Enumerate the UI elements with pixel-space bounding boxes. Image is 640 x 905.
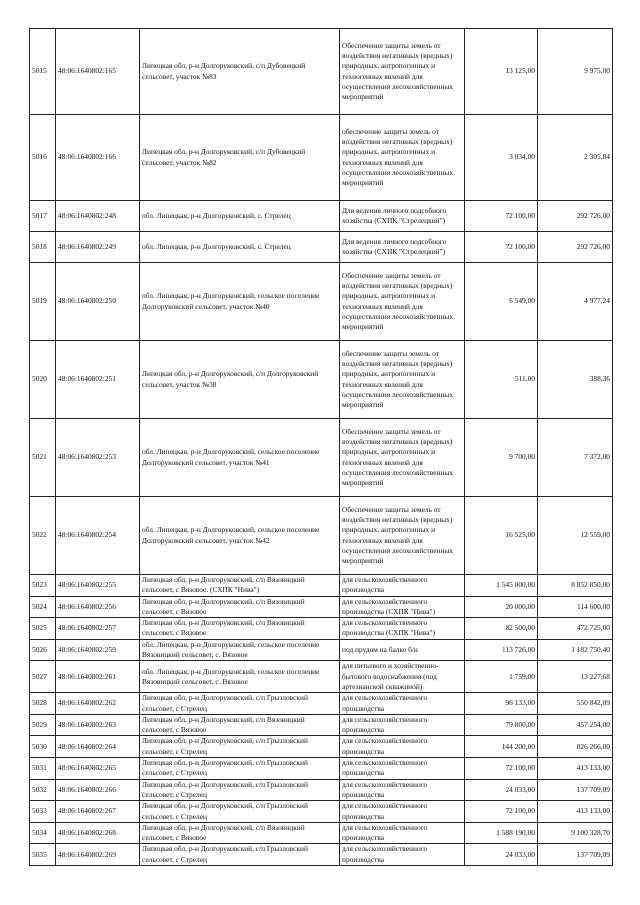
table-row [30,201,613,232]
cadastral-value: 292 726,00 [538,201,613,232]
plot-address: Липецкая обл, р-н Долгоруковский, с/п Долгоруковский сельсовет, участок №38 [140,341,340,419]
plot-area: 113 726,00 [465,639,538,661]
row-number: 5028 [30,693,56,715]
cadastral-value: 413 133,00 [538,758,613,780]
land-plot-register-table [29,28,613,866]
permitted-use: Обеспечение защиты земель от воздействия негативных (вредных) природных, антропогенных и техногенных явлений для осуществления лесохозяйственных мероприятий [340,29,465,115]
plot-address: Липецкая обл, р-н Долгоруковский, с/п Вязовицкий сельсовет, с Вязовое [140,822,340,844]
plot-address: обл. Липецкая, р-н Долгоруковский, сельское поселение Долгоруковский сельсовет, участок №41 [140,419,340,497]
cadastral-value: 413 133,00 [538,801,613,823]
cadastral-number: 48:06:1640802:251 [56,341,140,419]
table-row [30,801,613,823]
table-row [30,693,613,715]
plot-address: Липецкая обл, р-н Долгоруковский, с/п Грызловский сельсовет, с Стрелец [140,736,340,758]
row-number: 5030 [30,736,56,758]
cadastral-number: 48:06:1640802:262 [56,693,140,715]
row-number: 5029 [30,714,56,736]
cadastral-value: 4 977,24 [538,263,613,341]
cadastral-number: 48:06:1640802:268 [56,822,140,844]
table-row [30,758,613,780]
cadastral-value: 292 726,00 [538,232,613,263]
row-number: 5020 [30,341,56,419]
row-number: 5027 [30,661,56,693]
plot-area: 511,00 [465,341,538,419]
plot-address: Липецкая обл, р-н Долгоруковский, с/п Грызловский сельсовет, с Стрелец [140,801,340,823]
permitted-use: для сельскохозяйственного производства [340,779,465,801]
plot-address: обл. Липецкая, р-н Долгоруковский, с. Стрелец [140,232,340,263]
plot-address: Липецкая обл, р-н Долгоруковский, с/п Грызловский сельсовет, с Стрелец [140,693,340,715]
cadastral-number: 48:06:1640802:269 [56,844,140,866]
plot-area: 24 033,00 [465,779,538,801]
row-number: 5033 [30,801,56,823]
plot-address: обл. Липецкая, р-н Долгоруковский, сельское поселение Вязовицкий сельсовет, с. Вязовое [140,639,340,661]
row-number: 5023 [30,575,56,597]
cadastral-number: 48:06:1640802:250 [56,263,140,341]
plot-address: Липецкая обл, р-н Долгоруковский, с/п Грызловский сельсовет, с Стрелец [140,758,340,780]
plot-area: 72 100,00 [465,232,538,263]
plot-address: Липецкая обл, р-н Долгоруковский, с/п Дубовецкий сельсовет, участок №83 [140,29,340,115]
permitted-use: Обеспечение защиты земель от воздействия негативных (вредных) природных, антропогенных и техногенных явлений для осуществления лесохозяйственных мероприятий [340,497,465,575]
plot-area: 6 549,00 [465,263,538,341]
cadastral-value: 2 305,84 [538,115,613,201]
row-number: 5025 [30,618,56,640]
plot-area: 20 000,00 [465,596,538,618]
permitted-use: обеспечение защиты земель от воздействия негативных (вредных) природных, антропогенных и техногенных явлений для осуществления лесохозяйственных мероприятий [340,341,465,419]
cadastral-number: 48:06:1640802:249 [56,232,140,263]
cadastral-number: 48:06:1640802:265 [56,758,140,780]
plot-area: 1 545 000,00 [465,575,538,597]
permitted-use: для сельскохозяйственного производства [340,714,465,736]
permitted-use: Обеспечение защиты земель от воздействия негативных (вредных) природных, антропогенных и техногенных явлений для осуществления лесохозяйственных мероприятий [340,263,465,341]
row-number: 5024 [30,596,56,618]
plot-area: 96 133,00 [465,693,538,715]
cadastral-number: 48:06:1640802:248 [56,201,140,232]
table-row [30,736,613,758]
plot-address: обл. Липецкая, р-н Долгоруковский, сельское поселение Вязовицкий сельсовет, с. Вязовое [140,661,340,693]
plot-area: 144 200,00 [465,736,538,758]
permitted-use: Для ведения личного подсобного хозяйства (СХПК "Стрелецкий") [340,232,465,263]
cadastral-number: 48:06:1640802:253 [56,419,140,497]
row-number: 5026 [30,639,56,661]
cadastral-number: 48:06:1640802:255 [56,575,140,597]
permitted-use: под прудом на балке б/н [340,639,465,661]
register-body [30,29,613,866]
table-row [30,596,613,618]
permitted-use: для сельскохозяйственного производства (СХПК "Нива") [340,618,465,640]
permitted-use: Для ведения личного подсобного хозяйства (СХПК "Стрелецкий") [340,201,465,232]
cadastral-number: 48:06:1640802:165 [56,29,140,115]
permitted-use: для сельскохозяйственного производства (СХПК "Нива") [340,596,465,618]
table-row [30,115,613,201]
cadastral-value: 137 709,09 [538,844,613,866]
plot-area: 24 033,00 [465,844,538,866]
cadastral-number: 48:06:1640802:261 [56,661,140,693]
row-number: 5019 [30,263,56,341]
plot-area: 13 125,00 [465,29,538,115]
cadastral-value: 8 852 850,00 [538,575,613,597]
cadastral-number: 48:06:1640802:254 [56,497,140,575]
table-row [30,779,613,801]
permitted-use: для сельскохозяйственного производства [340,575,465,597]
cadastral-value: 472 725,00 [538,618,613,640]
plot-area: 79 800,00 [465,714,538,736]
plot-area: 72 100,00 [465,801,538,823]
permitted-use: для питьевого и хозяйственно-бытового водоснабжения (под артезианской скважиной) [340,661,465,693]
cadastral-value: 13 227,68 [538,661,613,693]
plot-address: обл. Липецкая, р-н Долгоруковский, сельское поселение Долгоруковский сельсовет, участок №42 [140,497,340,575]
plot-address: Липецкая обл, р-н Долгоруковский, с/п Вязовицкий сельсовет, с Вязовое [140,596,340,618]
plot-address: Липецкая обл, р-н Долгоруковский, с/п Грызловский сельсовет, с Стрелец [140,779,340,801]
table-row [30,497,613,575]
plot-area: 1 588 190,00 [465,822,538,844]
table-row [30,232,613,263]
cadastral-value: 388,36 [538,341,613,419]
row-number: 5016 [30,115,56,201]
permitted-use: для сельскохозяйственного производства [340,844,465,866]
cadastral-number: 48:06:1640802:264 [56,736,140,758]
plot-area: 9 700,00 [465,419,538,497]
plot-address: Липецкая обл, р-н Долгоруковский, с/п Вязовицкий сельсовет, с Вязовое. (СХПК "Нива") [140,575,340,597]
plot-address: Липецкая обл, р-н Долгоруковский, с/п Грызловский сельсовет, с Стрелец [140,844,340,866]
plot-area: 1 759,00 [465,661,538,693]
table-row [30,29,613,115]
plot-area: 16 525,00 [465,497,538,575]
plot-area: 72 100,00 [465,758,538,780]
cadastral-value: 457 254,00 [538,714,613,736]
table-row [30,419,613,497]
cadastral-number: 48:06:1640802:267 [56,801,140,823]
table-row [30,341,613,419]
cadastral-number: 48:06:1640802:263 [56,714,140,736]
plot-address: Липецкая обл, р-н Долгоруковский, с/п Вязовицкий сельсовет, с Вязовое [140,714,340,736]
cadastral-number: 48:06:1640802:257 [56,618,140,640]
plot-area: 72 100,00 [465,201,538,232]
row-number: 5031 [30,758,56,780]
cadastral-number: 48:06:1640802:256 [56,596,140,618]
row-number: 5021 [30,419,56,497]
row-number: 5022 [30,497,56,575]
table-row [30,661,613,693]
table-row [30,639,613,661]
cadastral-number: 48:06:1640802:259 [56,639,140,661]
permitted-use: для сельскохозяйственного производства [340,822,465,844]
permitted-use: для сельскохозяйственного производства [340,736,465,758]
cadastral-value: 9 100 328,70 [538,822,613,844]
cadastral-number: 48:06:1640802:266 [56,779,140,801]
row-number: 5034 [30,822,56,844]
cadastral-value: 1 182 750,40 [538,639,613,661]
cadastral-value: 550 842,09 [538,693,613,715]
plot-area: 3 034,00 [465,115,538,201]
table-row [30,263,613,341]
permitted-use: для сельскохозяйственного производства [340,801,465,823]
row-number: 5032 [30,779,56,801]
row-number: 5035 [30,844,56,866]
plot-address: Липецкая обл, р-н Долгоруковский, с/п Вязовицкий сельсовет, с Вязовое [140,618,340,640]
permitted-use: для сельскохозяйственного производства [340,758,465,780]
cadastral-value: 826 266,00 [538,736,613,758]
cadastral-value: 9 975,00 [538,29,613,115]
cadastral-number: 48:06:1640802:166 [56,115,140,201]
table-row [30,822,613,844]
table-row [30,714,613,736]
plot-address: Липецкая обл, р-н Долгоруковский, с/п Дубовецкий сельсовет, участок №82 [140,115,340,201]
cadastral-value: 114 600,00 [538,596,613,618]
row-number: 5017 [30,201,56,232]
row-number: 5018 [30,232,56,263]
plot-area: 82 500,00 [465,618,538,640]
permitted-use: для сельскохозяйственного производства [340,693,465,715]
permitted-use: Обеспечение защиты земель от воздействия негативных (вредных) природных, антропогенных и техногенных явлений для осуществления лесохозяйственных мероприятий [340,419,465,497]
cadastral-value: 7 372,00 [538,419,613,497]
plot-address: обл. Липецкая, р-н Долгоруковский, с. Стрелец [140,201,340,232]
table-row [30,618,613,640]
table-row [30,844,613,866]
permitted-use: обеспечение защиты земель от воздействия негативных (вредных) природных, антропогенных и техногенных явлений для осуществления лесохозяйственных мероприятий [340,115,465,201]
cadastral-value: 12 559,00 [538,497,613,575]
table-row [30,575,613,597]
cadastral-value: 137 709,09 [538,779,613,801]
row-number: 5015 [30,29,56,115]
plot-address: обл. Липецкая, р-н Долгоруковский, сельское поселение Долгоруковский сельсовет, участок №40 [140,263,340,341]
